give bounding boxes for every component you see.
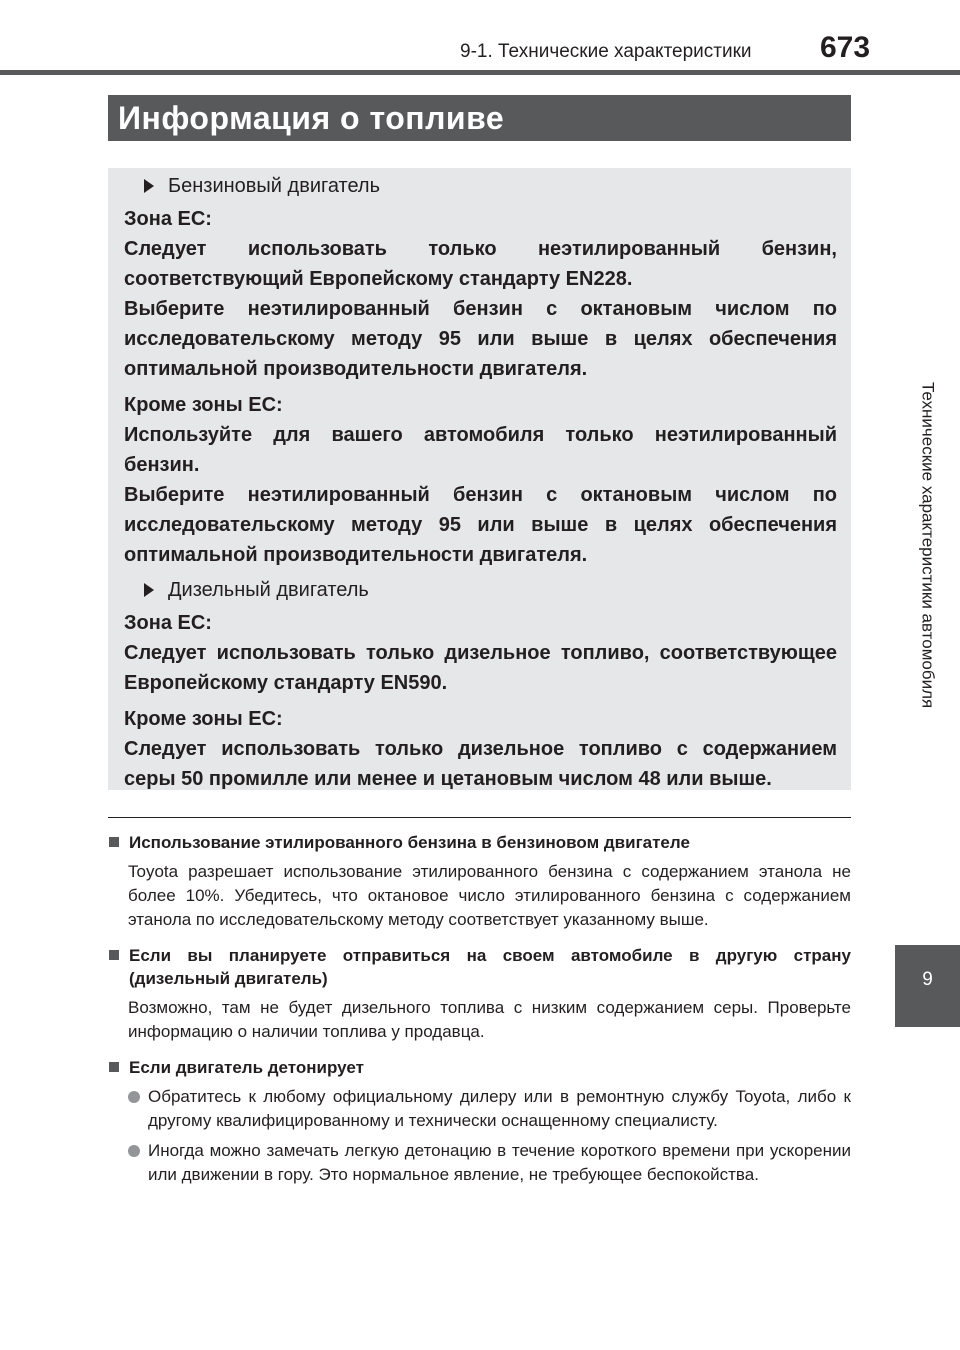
note-heading bbox=[108, 831, 851, 854]
gasoline-heading bbox=[144, 174, 837, 198]
list-item bbox=[128, 1139, 851, 1187]
notes-section bbox=[108, 831, 851, 1199]
gasoline-heading-text: Бензиновый двигатель bbox=[168, 175, 381, 197]
diesel-zone-ec-label: Зона ЕС: bbox=[124, 612, 212, 634]
square-bullet-icon bbox=[109, 837, 119, 847]
section-divider bbox=[108, 817, 851, 818]
note-heading bbox=[108, 944, 851, 990]
note-heading-text: Если вы планируете отправиться на своем автомобиле в другую страну (дизельный двигатель) bbox=[129, 946, 851, 988]
diesel-heading-text: Дизельный двигатель bbox=[168, 579, 369, 601]
square-bullet-icon bbox=[109, 950, 119, 960]
diesel-non-ec-label: Кроме зоны ЕС: bbox=[124, 708, 283, 730]
note-body: Toyota разрешает использование этилированного бензина с содержанием этанола не более 10%. Убедитесь, что октановое число этилированного бензина с содержанием этанола по исследовательскому методу соответствует указанному выше. bbox=[128, 862, 851, 929]
note-body: Возможно, там не будет дизельного топлива с низким содержанием серы. Проверьте информацию о наличии топлива у продавца. bbox=[128, 998, 851, 1041]
fuel-spec-box bbox=[108, 168, 851, 790]
chapter-side-label bbox=[895, 150, 960, 940]
diesel-heading bbox=[144, 578, 837, 602]
page-title: Информация о топливе bbox=[108, 95, 851, 141]
chapter-tab: 9 bbox=[895, 945, 960, 1027]
section-header: 9-1. Технические характеристики bbox=[460, 41, 752, 62]
list-item-text: Обратитесь к любому официальному дилеру или в ремонтную службу Toyota, либо к другому квалифицированному и технически оснащенному специалисту. bbox=[148, 1087, 851, 1130]
triangle-right-icon bbox=[144, 583, 154, 597]
note-abroad bbox=[108, 944, 851, 1044]
page-number: 673 bbox=[820, 31, 871, 64]
triangle-right-icon bbox=[144, 179, 154, 193]
circle-bullet-icon bbox=[128, 1145, 140, 1157]
gasoline-non-ec-text: Используйте для вашего автомобиля только неэтилированный бензин. bbox=[124, 424, 837, 476]
note-knocking bbox=[108, 1056, 851, 1187]
header-rule bbox=[0, 70, 960, 75]
diesel-zone-ec-text: Следует использовать только дизельное топливо, соответствующее Европейскому стандарту EN590. bbox=[124, 642, 837, 694]
diesel-non-ec-text: Следует использовать только дизельное топливо с содержанием серы 50 промилле или менее и цетановым числом 48 или выше. bbox=[124, 738, 837, 790]
note-ethanol bbox=[108, 831, 851, 932]
gasoline-non-ec-octane: Выберите неэтилированный бензин с октановым числом по исследовательскому методу 95 или выше в целях обеспечения оптимальной производительности двигателя. bbox=[124, 484, 837, 566]
gasoline-non-ec-label: Кроме зоны ЕС: bbox=[124, 394, 283, 416]
gasoline-zone-ec-label: Зона ЕС: bbox=[124, 208, 212, 230]
square-bullet-icon bbox=[109, 1062, 119, 1072]
list-item-text: Иногда можно замечать легкую детонацию в течение короткого времени при ускорении или движении в гору. Это нормальное явление, не требующее беспокойства. bbox=[148, 1141, 851, 1184]
note-heading-text: Использование этилированного бензина в бензиновом двигателе bbox=[129, 833, 690, 852]
gasoline-zone-ec-octane: Выберите неэтилированный бензин с октановым числом по исследовательскому методу 95 или выше в целях обеспечения оптимальной производительности двигателя. bbox=[124, 298, 837, 380]
chapter-side-label-text: Технические характеристики автомобиля bbox=[918, 381, 938, 709]
circle-bullet-icon bbox=[128, 1091, 140, 1103]
note-heading bbox=[108, 1056, 851, 1079]
gasoline-zone-ec-text: Следует использовать только неэтилированный бензин, соответствующий Европейскому стандарту EN228. bbox=[124, 238, 837, 290]
note-heading-text: Если двигатель детонирует bbox=[129, 1058, 364, 1077]
list-item bbox=[128, 1085, 851, 1133]
